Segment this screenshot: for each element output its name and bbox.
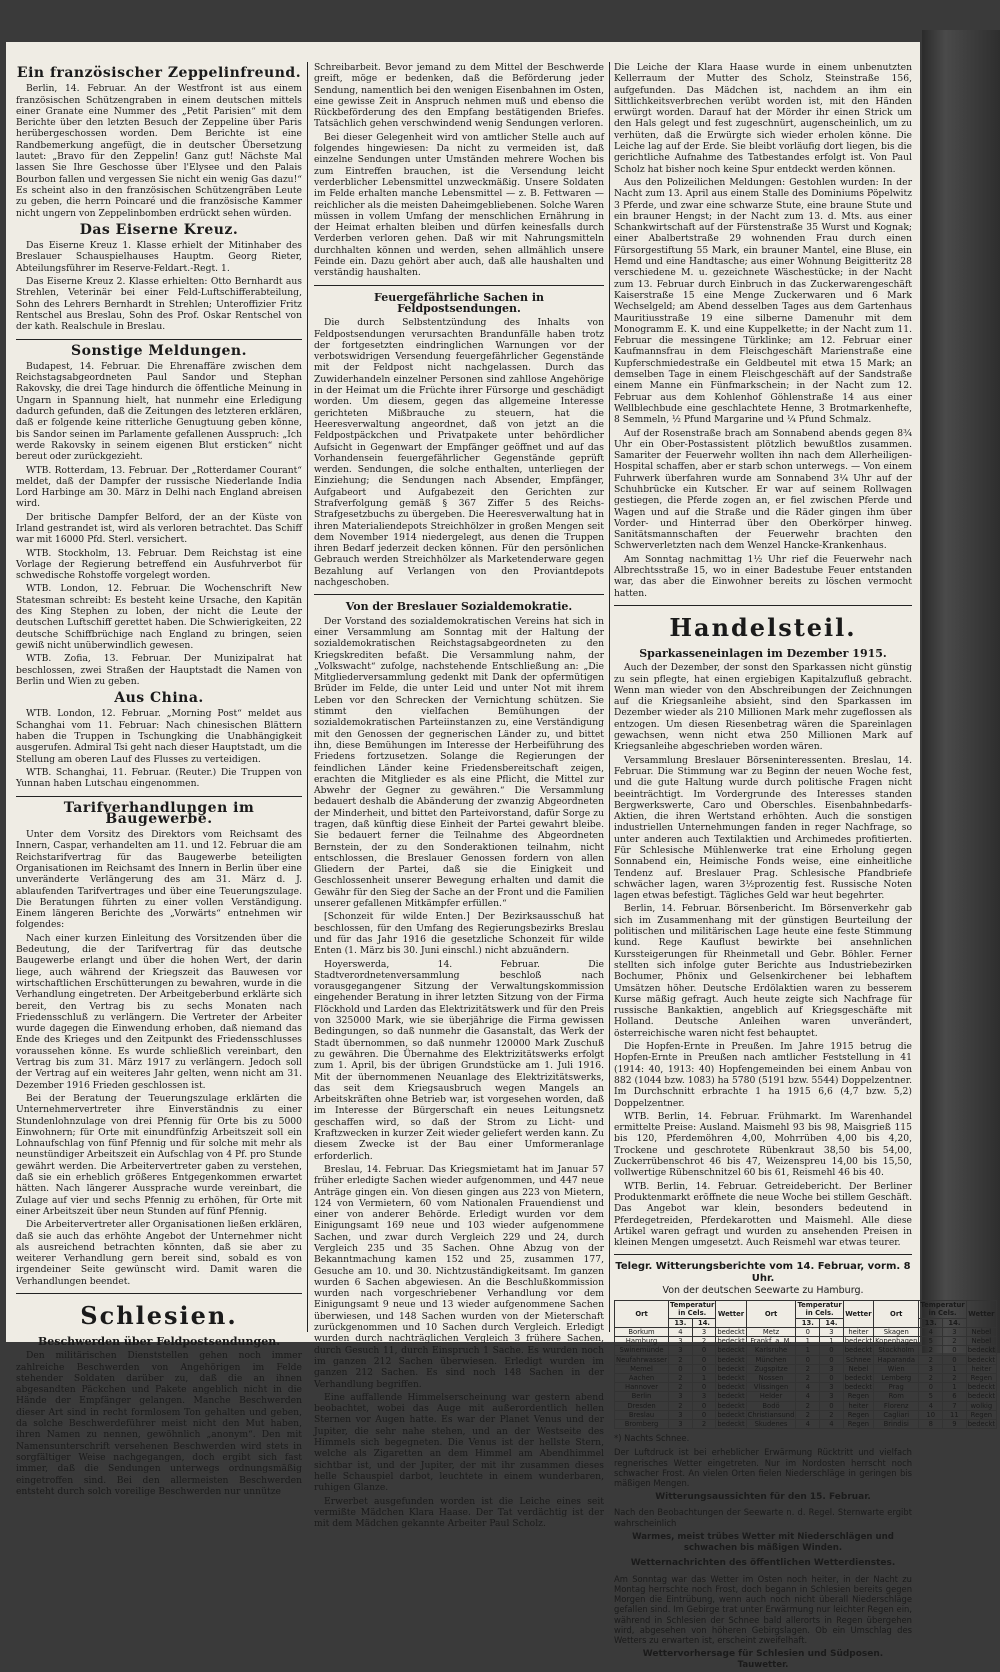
weather-cell: bedeckt <box>717 1327 745 1336</box>
header-temp: Temperatur in Cels. <box>920 1301 965 1318</box>
weather-cell: 0 <box>796 1327 820 1336</box>
weather-row <box>615 1383 997 1392</box>
headline-feldpostbeschwerden: Beschwerden über Feldpostsendungen. <box>37 1334 281 1348</box>
weather-cell: bedeckt <box>844 1373 873 1382</box>
weather-cell: Zugspitze <box>746 1364 796 1373</box>
headline-tarifverhandlungen: Tarifverhandlungen im Baugewerbe. <box>63 799 255 827</box>
weather-cell: 2 <box>692 1419 716 1428</box>
header-wetter: Wetter <box>966 1301 996 1328</box>
weather-cell: 2 <box>820 1410 844 1419</box>
weather-row <box>615 1392 997 1401</box>
weather-cell: bedeckt <box>717 1419 745 1428</box>
weather-cell: Vlissingen <box>746 1383 796 1392</box>
weather-cell: 1 <box>943 1383 967 1392</box>
article-text: WTB. Berlin, 14. Februar. Frühmarkt. Im Warenhandel ermittelte Preise: Ausland. Maismehl 93 bis 98, Maisgrieß 115 bis 120, Pferdemöhren 4,00, Mohrrüben 4,00 bis 4,20, Trockene und geschrotete Rübenkraut 38,50 bis 54,00, Zuckerrübenschrot 46 bis 47, Weizenspreu 14,00 bis 15,50, vollwertige Rübenschnitzel 60 bis 61, Reismehl 46 bis 40. <box>614 1110 912 1179</box>
article-text: Die Hopfen-Ernte in Preußen. Im Jahre 1915 betrug die Hopfen-Ernte in Preußen nach amtlicher Feststellung in 41 (1914: 40, 1913: 40) Hopfengemeinden bei einem Anbau von 882 (1044 bzw. 1083) ha 5780 (5191 bzw. 5544) Doppelzentner. Im Durchschnitt erbrachte 1 ha 1915 6,6 (4,7 bzw. 5,2) Doppelzentner. <box>614 1041 912 1109</box>
weather-cell: Borkum <box>615 1327 669 1336</box>
weather-cell: heiter <box>843 1327 873 1336</box>
section-divider <box>614 1254 912 1255</box>
weather-cell: bedeckt <box>717 1355 745 1364</box>
weather-cell: 3 <box>820 1364 844 1373</box>
article-text: Erwerbet ausgefunden worden ist die Leiche eines seit vermißte Mädchen Klara Haase. Der Tat verdächtig ist der mit dem Mädchen gekannte Arbeiter Paul Scholz. <box>314 1495 604 1530</box>
header-wetter: Wetter <box>843 1301 873 1328</box>
headline-sozialdemokratie: Von der Breslauer Sozialdemokratie. <box>345 600 573 614</box>
weather-cell: bedeckt <box>967 1355 996 1364</box>
weather-cell: 3 <box>669 1346 693 1355</box>
weather-heading: Wettervorhersage für Schlesien und Südposen. <box>642 1649 884 1660</box>
article-text: Breslau, 14. Februar. Das Kriegsmietamt hat im Januar 57 früher erledigte Sachen wieder aufgenommen, und 447 neue Anträge gingen ein. Von diesen gingen aus 223 von Mietern, 124 von Vermietern, 60 vom Nationalen Frauendienst und einer von anderer Behörde. Erledigt wurden vor dem Einigungsamt 169 neue und 103 wieder aufgenommene Sachen, und zwar durch Vergleich 229 und 24, durch Vergleich 235 und 35 Sachen. Ohne Abzug von der Bekanntmachung kamen 152 und 25, zusammen 177, Gesuche am 10. und 30. Nichtzuständigkeitsamt. Im ganzen wurden 6 Sachen abgewiesen. An die Beschlußkommission wurden nach vorgeschriebener Verhandlung vor dem Einigungsamt 9 neue und 13 wieder aufgenommene Sachen überwiesen, und 148 Sachen wurden von der Mieterschaft zurückgenommen und 10 Sachen durch Vergleich. Erledigt wurden durch nachträglichen Vergleich 3 frühere Sachen, durch Gesuch 11, durch Einspruch 1 Sache. Es wurden noch im ganzen 212 Sachen überwiesen. Erledigt wurden im ganzen 212 Sachen. Es sind noch 148 Sachen in der Verhandlung begriffen. <box>314 1163 604 1390</box>
article-text: Der britische Dampfer Belford, der an der Küste von Irland gestrandet ist, wird als verloren betrachtet. Das Schiff war mit 16000 Pfd. Sterl. versichert. <box>16 511 302 546</box>
column-1 <box>16 62 302 1497</box>
weather-cell: Bodö <box>746 1401 796 1410</box>
weather-cell: Frankf. a. M. <box>746 1337 796 1346</box>
article-text: Budapest, 14. Februar. Die Ehrenaffäre zwischen dem Reichstagsabgeordneten Paul Sandor und Stephan Rakovsky, die drei Tage hindurch die öffentliche Meinung in Ungarn in Spannung hielt, hat nunmehr eine Erledigung dadurch gefunden, daß die Zeitungen des letzteren erklären, daß er folgende keine ritterliche Genugtuung geben könne, bis Sandor seinen im Parlamente gefallenen Ausspruch: „Ich werde Rakovsky in seinem eigenen Blut ersticken“ nicht bereut oder zurückgezieht. <box>16 360 302 463</box>
article-text: Die Leiche der Klara Haase wurde in einem unbenutzten Kellerraum der Mutter des Scholz, Steinstraße 156, aufgefunden. Das Mädchen ist, nachdem an ihm ein Sittlichkeitsverbrechen verübt worden ist, mit den Händen erwürgt worden. Darauf hat der Mörder ihr einen Strick um den Hals gelegt und fest zugeschnürt, augenscheinlich, um zu verhüten, daß die Erwürgte sich wieder erholen könne. Die Leiche lag auf der Erde. Sie bleibt vorläufig dort liegen, bis die gerichtliche Aufnahme des Tatbestandes erfolgt ist. Von Paul Scholz hat bisher noch keine Spur entdeckt werden können. <box>614 62 912 175</box>
weather-cell: Helder <box>746 1392 796 1401</box>
weather-cell: 2 <box>669 1373 693 1382</box>
weather-cell: Berlin <box>615 1392 669 1401</box>
weather-cell: Stockholm <box>874 1346 919 1355</box>
weather-cell: 2 <box>796 1410 820 1419</box>
weather-cell: 1 <box>692 1373 716 1382</box>
weather-cell: 2 <box>919 1346 943 1355</box>
weather-cell: 4 <box>669 1327 693 1336</box>
article-text: WTB. Zofia, 13. Februar. Der Munizipalrat hat beschlossen, zwei Straßen der Hauptstadt die Namen von Berlin und Wien zu geben. <box>16 653 302 687</box>
weather-cell: 2 <box>796 1401 820 1410</box>
article-text: Den militärischen Dienststellen gehen noch immer zahlreiche Beschwerden von Angehörigen im Felde stehender Soldaten darüber zu, daß die an ihnen abgesandten Päckchen und Pakete angeblich nicht in die Hände der Empfänger gelangen. Manche Beschwerden dieser Art sind in recht formlosem Ton gehalten und geben, da solche Beschwerdeführer meist nicht den Mut haben, ihren Namen zu nennen, gewöhnlich „anonym“. Den mit Namensunterschrift versehenen Beschwerden wird stets in sorgfältiger Weise nachgegangen, doch ergibt sich fast immer, daß die Sendungen unterwegs ordnungsmäßig eingetroffen sind. Bei den allermeisten Beschwerden entsteht durch solch voreilige Beschwerden nur unnütze <box>16 1350 302 1497</box>
section-divider <box>614 605 912 606</box>
article-text: WTB. Berlin, 14. Februar. Getreidebericht. Der Berliner Produktenmarkt eröffnete die neue Woche bei stillem Geschäft. Das Angebot war klein, besonders bedeutend in Pferdegetreiden, Pferdekarotten und Maismehl. Alle diese Artikel waren gefragt und wurden zu ansehenden Preisen in kleinen Mengen umgesetzt. Auch Reismehl war etwas teurer. <box>614 1180 912 1249</box>
weather-cell: Christiansund <box>747 1410 795 1419</box>
article-text: Das Eiserne Kreuz 1. Klasse erhielt der Mitinhaber des Breslauer Schauspielhauses Hauptm. Georg Rieter, Abteilungsführer im Reserve-Feldart.-Regt. 1. <box>16 240 302 274</box>
weather-cell: 3 <box>820 1392 844 1401</box>
weather-cell: 4 <box>796 1419 820 1428</box>
weather-cell: 2 <box>669 1355 693 1364</box>
article-text: Bei der Beratung der Teuerungszulage erklärten die Unternehmervertreter ihre Einverständnis zu einer Stundenlohnzulage von drei Pfennig für Orte bis zu 5000 Einwohnern; für Orte mit einundfünfzig Arbeitszeit soll ein Lohnaufschlag von fünf Pfennig und für solche mit mehr als neunstündiger Arbeitszeit ein Aufschlag von 4 Pf. pro Stunde gewährt werden. Die Arbeitervertreter gaben zu verstehen, daß sie ein erheblich größeres Entgegenkommen erwartet hätten. Nach längerer Aussprache wurde vereinbart, die Zulage auf vier und sechs Pfennig zu erhöhen, für Orte mit einer Arbeitszeit über neun Stunden auf fünf Pfennig. <box>16 1092 302 1217</box>
weather-cell: heiter <box>843 1401 873 1410</box>
weather-row <box>615 1355 997 1364</box>
weather-cell: Neufahrwasser <box>616 1355 668 1364</box>
header-day: 14. <box>692 1318 716 1327</box>
section-divider <box>16 339 302 340</box>
header-day: 13. <box>669 1318 693 1327</box>
weather-cell: 5 <box>919 1337 943 1346</box>
weather-forecast: Warmes, meist trübes Wetter mit Niederschlägen und schwachen bis mäßigen Winden. <box>632 1531 894 1554</box>
weather-cell: bedeckt <box>967 1419 996 1428</box>
article-text: WTB. London, 12. Februar. „Morning Post“ meldet aus Schanghai vom 11. Februar: Nach chinesischen Blättern haben die Truppen in Tschungking die Unabhängigkeit ausgerufen. Admiral Tsi geht nach dieser Hauptstadt, um die Stellung am oberen Lauf des Flusses zu verteidigen. <box>16 708 302 765</box>
article-text: Auf der Rosenstraße brach am Sonnabend abends gegen 8¾ Uhr ein Ober-Postassistent plötzlich bewußtlos zusammen. Samariter der Feuerwehr wollten ihn nach dem Allerheiligen-Hospital schaffen, aber er starb schon unterwegs. — Von einem Fuhrwerk überfahren wurde am Sonnabend 3¼ Uhr auf der Schuhbrücke ein Kutscher. Er war auf seinem Rollwagen gestiegen, die Pferde zogen an, er fiel zwischen Pferde und Wagen und auf die Straße und die Räder gingen ihm über Vorder- und Hinterrad über den Oberkörper hinweg. Sanitätsmannschaften der Feuerwehr brachten den Schwerverletzten nach dem Wenzel Hancke-Krankenhaus. <box>614 427 912 552</box>
weather-cell: Nossen <box>746 1373 796 1382</box>
header-ort: Ort <box>746 1301 796 1328</box>
weather-cell: 3 <box>919 1364 943 1373</box>
weather-text: Am Sonntag war das Wetter im Osten noch heiter, in der Nacht zu Montag herrschte noch Frost, doch begann in Schlesien bereits gegen Morgen die Eintrübung, wenn auch noch nicht überall Niederschläge gefallen sind. Im Gebirge trat unter Erwärmung nur leichter Regen ein, während in Schlesien der Schnee bald allerorts in Regen übergehen wird, abgesehen von höheren Gebirgslagen. Ob ein Umschlag des Wetters zu erwarten ist, erscheint zweifelhaft. <box>614 1573 912 1645</box>
weather-cell: 0 <box>692 1364 716 1373</box>
weather-cell: 11 <box>943 1410 967 1419</box>
weather-cell: Florenz <box>874 1401 919 1410</box>
weather-cell: bedeckt <box>717 1401 745 1410</box>
article-text: Versammlung Breslauer Börseninteressenten. Breslau, 14. Februar. Die Stimmung war zu Beginn der neuen Woche fest, und die gute Haltung wurde durch politische Fragen nicht beeinträchtigt. Im Vordergrunde des Interesses standen Bergwerkswerte, Caro und Oberschles. Eisenbahnbedarfs-Aktien, die ihren Wertstand erhöhten. Auch die sonstigen industriellen Unternehmungen fanden in reger Nachfrage, so unter anderen auch Textilaktien und Archimedes profitierten. Für Schlesische Mühlenwerke trat eine Erholung gegen Sonnabend ein, Heimische Fonds weise, eine einheitliche Tendenz auf. Breslauer Prag. Schlesische Pfandbriefe schwächer lagen, waren 3½prozentig fest. Russische Noten lagen etwas befestigt. Tägliches Geld war heut begehrter. <box>614 754 912 902</box>
weather-cell: bedeckt <box>717 1364 745 1373</box>
weather-cell: 3 <box>669 1392 693 1401</box>
header-temp: Temperatur in Cels. <box>797 1301 842 1318</box>
header-temp: Temperatur in Cels. <box>670 1301 715 1318</box>
weather-cell: 3 <box>943 1327 967 1336</box>
weather-cell: 0 <box>692 1410 716 1419</box>
weather-cell: Nebel <box>966 1327 996 1336</box>
headline-feuergefaehrliche-sachen: Feuergefährliche Sachen in Feldpostsendungen. <box>374 290 544 315</box>
weather-cell: bedeckt <box>717 1337 745 1346</box>
weather-cell: 8 <box>919 1419 943 1428</box>
weather-cell: 1 <box>796 1337 820 1346</box>
weather-cell: Prag <box>874 1383 919 1392</box>
column-rule <box>307 62 308 1332</box>
weather-row <box>615 1327 997 1336</box>
weather-cell: Swinemünde <box>615 1346 669 1355</box>
weather-cell: bedeckt <box>717 1383 745 1392</box>
weather-cell: 2 <box>669 1383 693 1392</box>
weather-cell: 0 <box>943 1355 967 1364</box>
weather-cell: 9 <box>943 1419 967 1428</box>
weather-cell: bedeckt <box>717 1410 745 1419</box>
weather-text: Nach den Beobachtungen der Seewarte n. d. Regel. Sternwarte ergibt wahrscheinlich <box>614 1507 912 1528</box>
headline-aus-china: Aus China. <box>114 690 204 707</box>
weather-cell: 0 <box>820 1401 844 1410</box>
article-text: Bei dieser Gelegenheit wird von amtlicher Stelle auch auf folgendes hingewiesen: Da nicht zu vermeiden ist, daß einzelne Sendungen unter Umständen mehrere Wochen bis zum Eintreffen brauchen, ist die Versendung leicht verderblicher Lebensmittel unzweckmäßig. Unsere Soldaten im Felde erhalten manche Lebensmittel — z. B. Fettwaren — reichlicher als die meisten Daheimgebliebenen. Solche Waren müssen in vollem Umfang der menschlichen Ernährung in der Heimat erhalten bleiben und dürfen keinesfalls durch Verderben verloren gehen. Daß wir mit Nahrungsmitteln durchhalten können und werden, sehen allmählich unsere Feinde ein. Dazu gehört aber auch, daß alle haushalten und verständig haushalten. <box>314 131 604 279</box>
weather-cell: 2 <box>669 1401 693 1410</box>
weather-cell: Lemberg <box>874 1373 919 1382</box>
weather-cell: 3 <box>669 1410 693 1419</box>
weather-cell: Brindisi <box>874 1419 919 1428</box>
weather-cell: Regen <box>843 1392 873 1401</box>
weather-cell: bedeckt <box>717 1373 745 1382</box>
weather-row <box>615 1401 997 1410</box>
article-text: WTB. Stockholm, 13. Februar. Dem Reichstag ist eine Vorlage der Regierung betreffend ein Ausfuhrverbot für schwedische Rohstoffe vorgelegt worden. <box>16 547 302 582</box>
weather-cell: Kopenhagen <box>875 1337 918 1346</box>
article-text: Die Arbeitervertreter aller Organisationen ließen erklären, daß sie auch das erhöhte Angebot der Unternehmer nicht als ausreichend betrachten könnten, daß sie aber zu weiterer Verhandlung gern bereit sind, sobald es von irgendeiner Seite gewünscht wird. Damit waren die Verhandlungen beendet. <box>16 1219 302 1287</box>
weather-report-title: Telegr. Witterungsberichte vom 14. Februar, vorm. 8 Uhr. <box>615 1261 911 1284</box>
article-text: Nach einer kurzen Einleitung des Vorsitzenden über die Bedeutung, die der Tarifvertrag für das deutsche Baugewerbe erlangt und über die hohen Wert, der darin liege, auch während der Kriegszeit das Bauwesen vor wirtschaftlichen Erschütterungen zu bewahren, wurde in die Verhandlung eingetreten. Der Arbeitgeberbund erklärte sich bereit, den Vertrag bis zu sechs Monaten nach Friedensschluß zu verlängern. Die Vertreter der Arbeiter wurde dagegen die Einwendung erhoben, daß niemand das Ende des Krieges und den Zeitpunkt des Friedensschlusses voraussehen könne. Es wurde schließlich vereinbart, den Vertrag bis zum 31. März 1917 zu verlängern. Jedoch soll der Vertrag auf ein weiteres Jahr gelten, wenn nicht am 31. Dezember 1916 Frieden geschlossen ist. <box>16 932 302 1091</box>
weather-cell: 0 <box>820 1346 844 1355</box>
weather-cell: Dresden <box>615 1401 669 1410</box>
headline-handelsteil: Handelsteil. <box>669 612 857 642</box>
weather-cell: Haparanda <box>874 1355 919 1364</box>
weather-table <box>614 1300 997 1429</box>
article-text: Aus den Polizeilichen Meldungen: Gestohlen wurden: In der Nacht zum 13. April aus einem Stalle des Dominiums Pöpelwitz 3 Pferde, und zwar eine schwarze Stute, eine braune Stute und ein brauner Hengst; in der Nacht zum 13. d. Mts. aus einer Schankwirtschaft auf der Fürstenstraße 35 Wurst und Kognak; einer Abalbertstraße 29 wohnenden Frau durch einen Fürsorgestiftung 55 Mark, ein brauner Mantel, eine Bluse, ein Hemd und eine Handtasche; aus einer Wohnung Beigitteritz 28 verschiedene M. u. gezeichnete Wäschestücke; in der Nacht zum 13. Februar durch Einbruch in das Zuckerwarengeschäft Kaiserstraße 15 eine Menge Zuckerwaren und 6 Mark Wechselgeld; am Abend desselben Tages aus dem Gartenhaus Mauritiusstraße 19 eine silberne Damenuhr mit dem Monogramm E. K. und eine Kuppelkette; in der Nacht zum 11. Februar die messingene Türklinke; am 12. Februar einer Kaufmannsfrau in dem Fleischgeschäft Marienstraße eine Kupferschmiedestraße ein Geldbeutel mit etwa 15 Mark; an demselben Tage in einem Fleischgeschäft auf der Sandstraße einem Manne ein Fünfmarkschein; in der Nacht zum 12. Februar aus dem Kohlenhof Göhlenstraße 14 aus einer Wellblechbude eine geschlachtete Henne, 3 Brotmarkenhefte, 8 Semmeln, ½ Pfund Margarine und ¼ Pfund Schmalz. <box>614 176 912 426</box>
weather-cell: 10 <box>919 1410 943 1419</box>
weather-cell: 0 <box>820 1355 844 1364</box>
weather-cell: 4 <box>796 1383 820 1392</box>
weather-cell: bedeckt <box>967 1383 996 1392</box>
article-text: Eine auffallende Himmelserscheinung war gestern abend beobachtet, wobei das Auge mit außerordentlich hellen Sternen vor Augen hatte. Es war der Planet Venus und der Jupiter, die sehr nahe stehen, und an der Westseite des Himmels sich begegneten. Die Venus ist der hellste Stern, welche als Zigaretten an dem Himmel am Abendhimmel sichtbar ist, und der Jupiter, der mit ihr zusammen dieses helle Schauspiel darbot, leuchtete in einem wunderbaren, ruhigen Glanze. <box>314 1391 604 1494</box>
weather-row <box>615 1410 997 1419</box>
weather-cell: Skudenes <box>746 1419 796 1428</box>
weather-cell: 4 <box>919 1401 943 1410</box>
weather-cell: 3 <box>820 1383 844 1392</box>
column-rule <box>609 62 610 1332</box>
weather-cell: 3 <box>669 1337 693 1346</box>
weather-heading: Wetternachrichten des öffentlichen Wetterdienstes. <box>630 1558 896 1569</box>
weather-cell: Hannover <box>615 1383 669 1392</box>
article-text: Hoyerswerda, 14. Februar. Die Stadtverordnetenversammlung beschloß nach vorausgegangener Sitzung der Verwaltungskommission eingehender Beratung in ihrer letzten Sitzung von der Firma Flöckhold und Larden das Elektrizitätswerk und für den Preis von 325000 Mark, wie sie überjährige die Firma gewissen Bedingungen, so daß nunmehr die Gasanstalt, das Werk der Stadt übernommen, so daß nunmehr 120000 Mark Zuschuß zu gewähren. Die Übernahme des Elektrizitätswerks erfolgt zum 1. April, bis der übrigen Grundstücke am 1. Juli 1916. Mit der übernommenen Neuanlage des Elektrizitätswerks, das seit dem Kriegsausbruch wegen Mangels an Arbeitskräften ohne Betrieb war, ist vorgesehen worden, daß im Interesse der Bürgerschaft ein neues Leitungsnetz geschaffen wird, so daß der Strom zu Licht- und Kraftzwecken in kurzer Zeit wieder geliefert werden kann. Zu diesem Zwecke ist der Bau einer Umformeranlage erforderlich. <box>314 958 604 1162</box>
weather-row <box>615 1337 997 1346</box>
weather-cell: 2 <box>796 1373 820 1382</box>
weather-cell: bedeckt <box>844 1383 873 1392</box>
article-text: WTB. Schanghai, 11. Februar. (Reuter.) Die Truppen von Yunnan haben Lutschau eingenommen. <box>16 766 302 790</box>
weather-cell: 5 <box>919 1392 943 1401</box>
weather-cell: Metz <box>746 1327 796 1336</box>
book-edge <box>922 30 1000 1353</box>
column-3 <box>614 62 996 1671</box>
header-day: 13. <box>919 1318 943 1327</box>
article-text: [Schonzeit für wilde Enten.] Der Bezirksausschuß hat beschlossen, für den Umfang des Regierungsbezirks Breslau und für das Jahr 1916 die gesetzliche Schonzeit für wilde Enten (1. März bis 30. Juni einschl.) nicht abzuändern. <box>314 911 604 957</box>
weather-cell: 0 <box>692 1355 716 1364</box>
weather-cell: Bromberg <box>615 1419 669 1428</box>
headline-schlesien: Schlesien. <box>80 1300 238 1330</box>
weather-cell: Hamburg <box>615 1337 669 1346</box>
headline-eiserne-kreuz: Das Eiserne Kreuz. <box>79 221 239 238</box>
weather-cell: 0 <box>692 1346 716 1355</box>
weather-cell: 0 <box>669 1364 693 1373</box>
weather-cell: 2 <box>919 1373 943 1382</box>
weather-cell: 2 <box>943 1373 967 1382</box>
weather-cell: 2 <box>919 1355 943 1364</box>
header-day: 13. <box>796 1318 820 1327</box>
weather-cell: Regen <box>966 1373 996 1382</box>
weather-cell: bedeckt <box>844 1337 873 1346</box>
weather-cell: 2 <box>943 1337 967 1346</box>
weather-cell: 3 <box>669 1419 693 1428</box>
weather-cell: bedeckt <box>967 1392 996 1401</box>
weather-cell: 1 <box>820 1337 844 1346</box>
section-divider <box>16 1293 302 1294</box>
weather-cell: 3 <box>692 1392 716 1401</box>
weather-cell: 2 <box>692 1337 716 1346</box>
weather-text: Der Luftdruck ist bei erheblicher Erwärmung Rücktritt und vielfach regnerisches Wetter eingetreten. Nur im Nordosten herrscht noch schwacher Frost. An vielen Orten fielen Niederschläge in geringen bis mäßigen Mengen. <box>614 1447 912 1488</box>
weather-cell: 4 <box>796 1392 820 1401</box>
weather-cell: Memel <box>615 1364 669 1373</box>
header-ort: Ort <box>874 1301 919 1328</box>
header-ort: Ort <box>615 1301 669 1328</box>
weather-report-subtitle: Von der deutschen Seewarte zu Hamburg. <box>662 1284 864 1296</box>
article-text: Auch der Dezember, der sonst den Sparkassen nicht günstig zu sein pflegte, hat einen ergiebigen Kapitalzufluß gebracht. Wenn man wieder von den Abschreibungen der Zeichnungen auf die Kriegsanleihe absieht, sind den Sparkassen im Dezember wieder als 210 Millionen Mark mehr zugeflossen als entzogen. Um diesen Riesenbetrag wären die Spareinlagen gewachsen, wenn nicht etwa 250 Millionen Mark auf Kriegsanleihe abgeschrieben worden wären. <box>614 662 912 753</box>
weather-cell: 0 <box>943 1346 967 1355</box>
header-day: 14. <box>820 1318 844 1327</box>
section-divider <box>314 594 604 595</box>
weather-cell: Nebel <box>843 1364 873 1373</box>
article-text: Am Sonntag nachmittag 1½ Uhr rief die Feuerwehr nach Albrechtsstraße 15, wo in einer Badestube Feuer entstanden war, das aber die Einwohner bereits zu löschen vermocht hatten. <box>614 553 912 599</box>
weather-cell: Aachen <box>615 1373 669 1382</box>
weather-cell: Regen <box>966 1410 996 1419</box>
weather-cell: Rom <box>874 1392 919 1401</box>
weather-cell: heiter <box>966 1364 996 1373</box>
weather-cell: 4 <box>820 1419 844 1428</box>
section-divider <box>314 285 604 286</box>
weather-row <box>615 1373 997 1382</box>
article-text: Der Vorstand des sozialdemokratischen Vereins hat sich in einer Versammlung am Sonntag mit der Haltung der sozialdemokratischen Reichstagsabgeordneten zu den Kriegskrediten befaßt. Die Versammlung nahm, der „Volkswacht“ zufolge, nachstehende Entschließung an: „Die Mitgliederversammlung gedenkt mit Dank der opfermütigen Brüder im Felde, die unter Leid und unter Not mit ihrem Leben vor den Schrecken der Vernichtung schützen. Sie stimmt den vielfachen Bemühungen der sozialdemokratischen Parteiinstanzen zu, eine Verständigung mit den Genossen der gegnerischen Länder zu, und bittet ihn, diese Bemühungen im Interesse der Herbeiführung des Friedens fortzusetzen. Solange die Regierungen der feindlichen Länder keine Friedensbereitschaft zeigen, erachten die Mitglieder es als eine Pflicht, die Mittel zur Abwehr der Gegner zu gewähren.“ Die Versammlung bedauert deshalb die Abänderung der zwanzig Abgeordneten der Minderheit, und bittet den Parteivorstand, dafür Sorge zu tragen, daß künftig diese Einheit der Partei gewahrt bleibe. Sie bedauert ferner die Teilnahme des Abgeordneten Bernstein, der zu den Sonderaktionen teilnahm, nicht entschlossen, die Breslauer Genossen fordern von allen Gliedern der Partei, daß sie die Einigkeit und Geschlossenheit unserer Bewegung erhalten und damit die Gewähr für den Sieg der Sache an der Front und die Familien unserer gefallenen Mitkämpfer erfüllen.“ <box>314 615 604 910</box>
weather-cell: 4 <box>919 1327 943 1336</box>
newspaper-page <box>6 42 996 1671</box>
weather-row <box>615 1364 997 1373</box>
weather-cell: Regen <box>843 1410 873 1419</box>
weather-cell: 0 <box>820 1373 844 1382</box>
weather-cell: 1 <box>796 1346 820 1355</box>
weather-cell: 6 <box>943 1392 967 1401</box>
weather-cell: 0 <box>692 1383 716 1392</box>
weather-cell: wolkig <box>966 1401 996 1410</box>
weather-cell: Schnee <box>843 1355 873 1364</box>
weather-cell: bedeckt <box>967 1346 996 1355</box>
weather-table-body <box>615 1327 997 1428</box>
weather-cell: 7 <box>943 1401 967 1410</box>
article-text: Berlin, 14. Februar. An der Westfront ist aus einem französischen Schützengraben in einem deutschen mittels einer Granate eine Nummer des „Petit Parisien“ mit dem Berichte über den letzten Besuch der Zeppeline über Paris herübergeschossen worden. Dem Berichte ist eine Randbemerkung angefügt, die in deutscher Übersetzung lautet: „Bravo für den Zeppelin! Ganz gut! Nächste Mal lassen Sie Ihre Geschosse über l'Elysee und den Palais Bourbon fallen und vergessen Sie nicht ein wenig Gas dazu!“ Es scheint also in den französischen Schützengräben Leute zu geben, die herrn Poincaré und die französische Kammer nicht ungern von Zeppelinbomben erdrückt sehen würden. <box>16 83 302 219</box>
weather-row <box>615 1346 997 1355</box>
weather-cell: Regen <box>843 1419 873 1428</box>
article-text: WTB. Rotterdam, 13. Februar. Der „Rotterdamer Courant“ meldet, daß der Dampfer der russische Niederlande India Lord Harbinge am 30. März in Delhi nach England abreisen wird. <box>16 464 302 510</box>
weather-cell: bedeckt <box>717 1392 745 1401</box>
article-text: Schreibarbeit. Bevor jemand zu dem Mittel der Beschwerde greift, möge er bedenken, daß die Beförderung jeder Sendung, namentlich bei den wenigen Eisenbahnen im Osten, eine gewisse Zeit in Anspruch nehmen muß und ebenso die Rückbeförderung des den Empfang bestätigenden Briefes. Tatsächlich gehen verschwindend wenig Sendungen verloren. <box>314 62 604 130</box>
header-day: 14. <box>943 1318 967 1327</box>
weather-cell: bedeckt <box>717 1346 745 1355</box>
weather-row <box>615 1419 997 1428</box>
weather-cell: 0 <box>919 1383 943 1392</box>
weather-forecast-short: Tauwetter. <box>737 1660 789 1671</box>
headline-zeppelinfreund: Ein französischer Zeppelinfreund. <box>16 65 302 81</box>
headline-sonstige-meldungen: Sonstige Meldungen. <box>71 342 247 359</box>
article-text: WTB. London, 12. Februar. Die Wochenschrift New Statesman schreibt: Es besteht keine Ursache, den Kapitän des King Stephen zu loben, der nicht die Leute der deutschen Luftschiff gerettet haben. Die Schwierigkeiten, 22 deutsche Schiffbrüchige nach England zu bringen, seien gewiß nicht unüberwindlich gewesen. <box>16 583 302 651</box>
weather-cell: Nebel <box>966 1337 996 1346</box>
article-text: Das Eiserne Kreuz 2. Klasse erhielten: Otto Bernhardt aus Strehlen, Veterinär bei einer Feld-Luftschifferabteilung, Sohn des Lehrers Bernhardt in Strehlen; Unteroffizier Fritz Rentschel aus Breslau, Sohn des Prof. Oskar Rentschel von der kath. Realschule in Breslau. <box>16 276 302 333</box>
headline-sparkasseneinlagen: Sparkasseneinlagen im Dezember 1915. <box>639 646 887 660</box>
section-divider <box>16 796 302 797</box>
column-2 <box>314 62 604 1530</box>
weather-cell: 1 <box>943 1364 967 1373</box>
article-text: Berlin, 14. Februar. Börsenbericht. Im Börsenverkehr gab sich im Zusammenhang mit der günstigen Beurteilung der politischen und militärischen Lage heute eine feste Stimmung kund. Rege Kauflust bewirkte bei ansehnlichen Kurssteigerungen für Rheinmetall und Gebr. Böhler. Ferner stellten sich infolge guter Berichte aus Industriebezirken Bochumer, Phönix und Gelsenkirchener bei lebhaftem Umsätzen höher. Deutsche Erdölaktien waren zu besserem Kurse mäßig gefragt. Auch heute zeigte sich Nachfrage für russische Bankaktien, angeblich auf Kriegsgeschäfte mit Holland. Deutsche Anleihen waren unverändert, österreichische waren nicht fest behauptet. <box>614 903 912 1039</box>
weather-cell: 3 <box>820 1327 844 1336</box>
weather-cell: München <box>746 1355 796 1364</box>
header-wetter: Wetter <box>716 1301 746 1328</box>
weather-cell: 0 <box>796 1355 820 1364</box>
weather-cell: 2 <box>796 1364 820 1373</box>
weather-cell: Cagliari <box>874 1410 919 1419</box>
article-text: Unter dem Vorsitz des Direktors vom Reichsamt des Innern, Caspar, verhandelten am 11. und 12. Februar die am Reichstarifvertrag für das Baugewerbe beteiligten Organisationen im Reichsamt des Innern in Berlin über eine unveränderte Verlängerung des am 31. März d. J. ablaufenden Tarifvertrages und über eine Teuerungszulage. Die Beratungen führten zu einer vollen Verständigung. Einem längeren Berichte des „Vorwärts“ entnehmen wir folgendes: <box>16 829 302 931</box>
article-text: Die durch Selbstentzündung des Inhalts von Feldpostsendungen verursachten Brandunfälle haben trotz der fortgesetzten eindringlichen Warnungen vor der verbotswidrigen Versendung feuergefährlicher Gegenstände mit der Feldpost nicht nachgelassen. Durch das Zuwiderhandeln einzelner Personen sind zahllose Angehörige in der Heimat um die Früchte ihrer Fürsorge und geschädigt worden. Um diesem, gegen das allgemeine Interesse gerichteten Mißbrauche zu steuern, hat die Heeresverwaltung angeordnet, daß von jetzt an die Feldpostpäckchen und Privatpakete unter behördlicher Aufsicht in Gegenwart der Empfänger geöffnet und auf das Vorhandensein feuergefährlicher Gegenstände geprüft werden. Sendungen, die solche enthalten, unterliegen der Einziehung; die Sendungen nach Absender, Empfänger, Aufgabeort und Aufgabezeit den Gerichten zur Strafverfolgung gemäß § 367 Ziffer 5 des Reichs-Strafgesetzbuchs zu übergeben. Die Heeresverwaltung hat in ihren Materialiendepots Streichhölzer in großen Mengen seit dem November 1914 niedergelegt, aus denen die Truppen ihren Bedarf jederzeit decken können. Für den persönlichen Gebrauch werden Streichhölzer als Marketenderware gegen Bezahlung auf Verlangen von den Proviantdepots nachgeschoben. <box>314 317 604 589</box>
weather-cell: Skagen <box>874 1327 919 1336</box>
weather-cell: Breslau <box>615 1410 669 1419</box>
weather-heading: Witterungsaussichten für den 15. Februar. <box>655 1492 871 1503</box>
weather-cell: Karlsruhe <box>746 1346 796 1355</box>
weather-cell: 3 <box>692 1327 716 1336</box>
weather-footnote: *) Nachts Schnee. <box>614 1433 690 1444</box>
weather-cell: 0 <box>692 1401 716 1410</box>
weather-cell: Wien <box>874 1364 919 1373</box>
weather-cell: bedeckt <box>844 1346 873 1355</box>
